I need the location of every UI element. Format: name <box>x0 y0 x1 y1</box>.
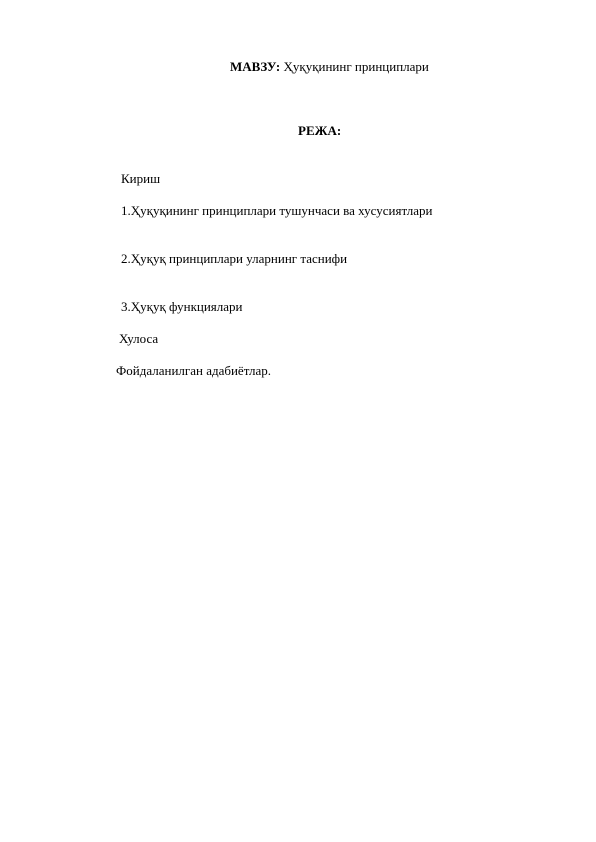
topic-label: МАВЗУ: <box>230 59 281 74</box>
plan-item-2: 2.Ҳуқуқ принциплари уларнинг таснифи <box>121 251 348 266</box>
plan-item-conclusion: Хулоса <box>119 331 159 346</box>
plan-item-3: 3.Ҳуқуқ функциялари <box>121 299 243 314</box>
plan-item-intro: Кириш <box>121 171 161 186</box>
plan-item-1: 1.Ҳуқуқининг принциплари тушунчаси ва хусусиятлари <box>121 203 433 218</box>
topic-title: Ҳуқуқининг принциплари <box>280 59 429 74</box>
plan-item-references: Фойдаланилган адабиётлар. <box>116 363 272 378</box>
plan-heading: РЕЖА: <box>298 123 342 138</box>
topic-line <box>230 59 429 75</box>
